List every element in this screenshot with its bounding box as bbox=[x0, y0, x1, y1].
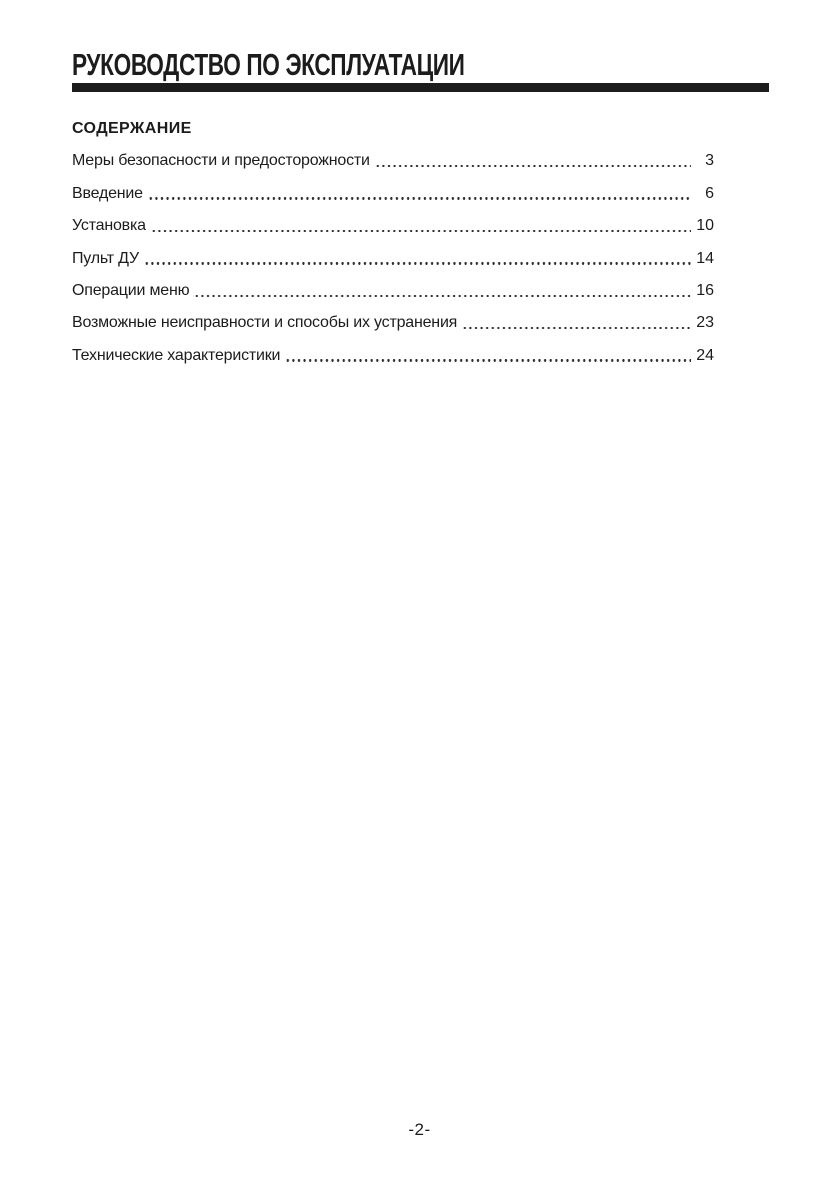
page-title-text: РУКОВОДСТВО ПО ЭКСПЛУАТАЦИИ bbox=[72, 47, 465, 82]
toc-entry bbox=[72, 301, 714, 333]
toc-entry-label: Введение bbox=[72, 184, 143, 202]
toc-heading: СОДЕРЖАНИЕ bbox=[72, 120, 192, 137]
toc-dot-leader bbox=[148, 197, 691, 199]
toc-entry-label: Технические характеристики bbox=[72, 346, 281, 364]
toc-entry bbox=[72, 333, 714, 365]
toc-dot-leader bbox=[194, 295, 691, 297]
toc-list bbox=[72, 139, 769, 366]
toc-entry bbox=[72, 269, 714, 301]
toc-entry-label: Пульт ДУ bbox=[72, 249, 139, 267]
toc-entry-page: 6 bbox=[705, 184, 714, 202]
title-underline-bar bbox=[72, 83, 769, 92]
toc-entry-label: Операции меню bbox=[72, 281, 190, 299]
toc-entry-label: Установка bbox=[72, 217, 146, 235]
toc-entry bbox=[72, 171, 714, 203]
toc-entry-label: Возможные неисправности и способы их устранения bbox=[72, 314, 458, 332]
toc-dot-leader bbox=[462, 327, 691, 329]
toc-entry-page: 23 bbox=[696, 314, 714, 332]
page-number-footer: -2- bbox=[408, 1120, 431, 1139]
toc-entry-page: 24 bbox=[696, 346, 714, 364]
toc-dot-leader bbox=[144, 262, 691, 264]
toc-dot-leader bbox=[375, 165, 691, 167]
toc-entry-label: Меры безопасности и предосторожности bbox=[72, 152, 370, 170]
page-title bbox=[72, 0, 769, 80]
toc-entry-page: 16 bbox=[696, 281, 714, 299]
toc-entry bbox=[72, 236, 714, 268]
toc-entry bbox=[72, 204, 714, 236]
toc-entry-page: 3 bbox=[705, 152, 714, 170]
toc-entry bbox=[72, 139, 714, 171]
page-content bbox=[72, 0, 769, 366]
toc-entry-page: 14 bbox=[696, 249, 714, 267]
toc-dot-leader bbox=[285, 359, 691, 361]
toc-entry-page: 10 bbox=[696, 217, 714, 235]
toc-dot-leader bbox=[151, 230, 691, 232]
